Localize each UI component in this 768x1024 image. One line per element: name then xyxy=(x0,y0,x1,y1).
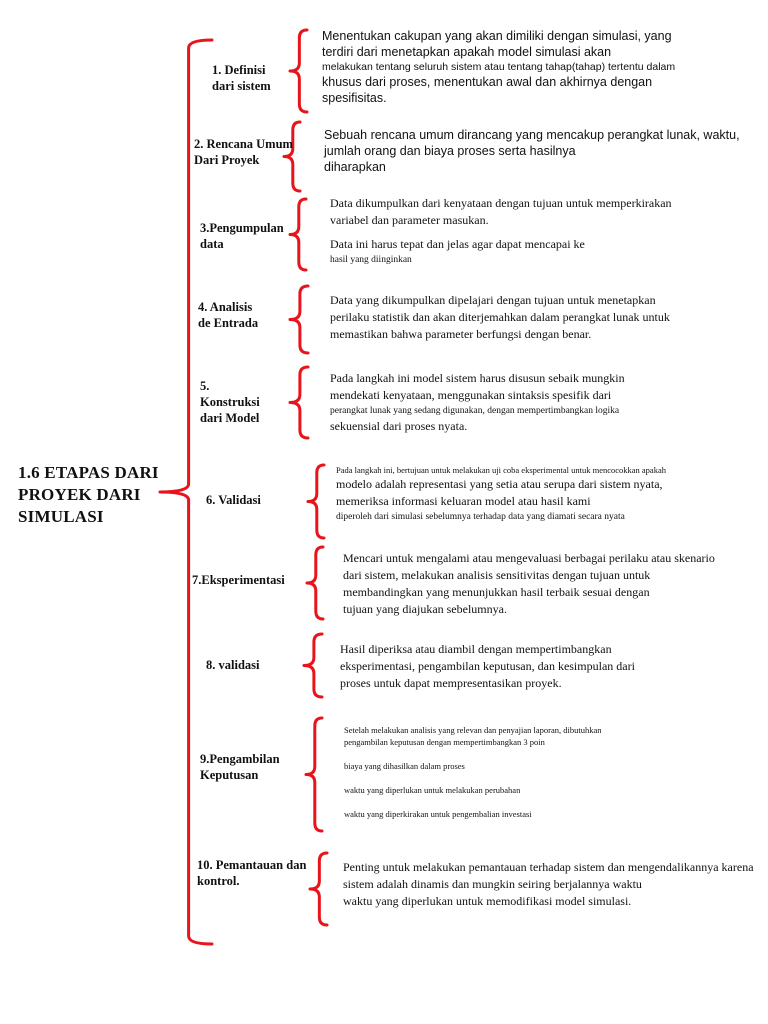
step-4-description-line: Data yang dikumpulkan dipelajari dengan tujuan untuk menetapkan xyxy=(330,293,656,307)
step-5-description-line: Pada langkah ini model sistem harus disusun sebaik mungkin xyxy=(330,371,625,385)
step-1-description-line: spesifisitas. xyxy=(322,91,387,105)
step-9-label-line: 9.Pengambilan xyxy=(200,752,280,766)
diagram-title xyxy=(18,462,168,528)
step-4-brace xyxy=(290,286,308,353)
step-3-description-line: Data dikumpulkan dari kenyataan dengan tujuan untuk memperkirakan xyxy=(330,196,672,210)
step-1-description-line: terdiri dari menetapkan apakah model simulasi akan xyxy=(322,45,612,59)
step-8-brace xyxy=(304,634,322,697)
step-1-description-line: khusus dari proses, menentukan awal dan akhirnya dengan xyxy=(322,75,653,89)
step-7-description-line: membandingkan yang menunjukkan hasil terbaik sesuai dengan xyxy=(343,585,650,599)
step-7-description-line: Mencari untuk mengalami atau mengevaluasi berbagai perilaku atau skenario xyxy=(343,551,715,565)
step-2-description-line: Sebuah rencana umum dirancang yang mencakup perangkat lunak, waktu, xyxy=(324,128,740,142)
step-9-label-line: Keputusan xyxy=(200,768,259,782)
step-3-description xyxy=(330,195,672,267)
step-1-label xyxy=(212,62,271,94)
step-3-description-line: hasil yang diinginkan xyxy=(330,255,412,265)
step-8-description-line: proses untuk dapat mempresentasikan proyek. xyxy=(340,676,562,690)
step-3-label-line: 3.Pengumpulan xyxy=(200,221,284,235)
step-9-description-line: waktu yang diperkirakan untuk pengembalian investasi xyxy=(344,809,532,819)
step-6-description-line: modelo adalah representasi yang setia atau serupa dari sistem nyata, xyxy=(336,477,663,491)
step-3-description-line: Data ini harus tepat dan jelas agar dapat mencapai ke xyxy=(330,237,585,251)
step-7-description xyxy=(343,550,715,618)
step-9-brace xyxy=(306,718,322,831)
step-8-description-line: eksperimentasi, pengambilan keputusan, dan kesimpulan dari xyxy=(340,659,635,673)
step-2-description-line: diharapkan xyxy=(324,160,386,174)
step-10-brace xyxy=(310,853,327,925)
step-5-description-line: sekuensial dari proses nyata. xyxy=(330,419,468,433)
step-3-brace xyxy=(290,199,306,270)
step-3-description-line: variabel dan parameter masukan. xyxy=(330,213,489,227)
step-9-description-line: pengambilan keputusan dengan mempertimbangkan 3 poin xyxy=(344,737,545,747)
step-1-description xyxy=(322,28,675,106)
step-9-description-line: Setelah melakukan analisis yang relevan dan penyajian laporan, dibutuhkan xyxy=(344,725,602,735)
step-10-label-line: 10. Pemantauan dan xyxy=(197,858,307,872)
step-3-label xyxy=(200,220,284,252)
step-4-label-line: 4. Analisis xyxy=(198,300,253,314)
step-7-brace xyxy=(307,547,323,619)
step-5-description-line: perangkat lunak yang sedang digunakan, dengan mempertimbangkan logika xyxy=(330,406,620,416)
step-1-description-line: Menentukan cakupan yang akan dimiliki dengan simulasi, yang xyxy=(322,29,672,43)
step-6-description-line: memeriksa informasi keluaran model atau hasil kami xyxy=(336,494,591,508)
step-8-description-line: Hasil diperiksa atau diambil dengan mempertimbangkan xyxy=(340,642,612,656)
step-7-description-line: dari sistem, melakukan analisis sensitivitas dengan tujuan untuk xyxy=(343,568,651,582)
step-9-description-line: biaya yang dihasilkan dalam proses xyxy=(344,761,465,771)
step-10-description-line: sistem adalah dinamis dan mungkin seiring berjalannya waktu xyxy=(343,877,642,891)
step-8-description xyxy=(340,641,635,692)
step-2-label xyxy=(194,136,293,168)
step-1-description-line: melakukan tentang seluruh sistem atau tentang tahap(tahap) tertentu dalam xyxy=(322,61,676,73)
step-5-brace xyxy=(290,367,308,438)
step-1-brace xyxy=(290,30,307,112)
step-5-label xyxy=(200,378,260,426)
step-6-description-line: diperoleh dari simulasi sebelumnya terhadap data yang diamati secara nyata xyxy=(336,512,625,522)
step-5-label-line: dari Model xyxy=(200,411,260,425)
step-5-description xyxy=(330,370,625,435)
step-9-description xyxy=(344,724,602,820)
step-7-label-line: 7.Eksperimentasi xyxy=(192,573,285,587)
step-2-description-line: jumlah orang dan biaya proses serta hasilnya xyxy=(324,144,576,158)
step-1-label-line: dari sistem xyxy=(212,79,271,93)
step-4-label-line: de Entrada xyxy=(198,316,259,330)
step-6-label-line: 6. Validasi xyxy=(206,493,261,507)
step-4-description xyxy=(330,292,670,343)
step-10-label-line: kontrol. xyxy=(197,874,240,888)
step-7-label xyxy=(192,572,285,588)
step-9-description-line: waktu yang diperlukan untuk melakukan perubahan xyxy=(344,785,521,795)
step-10-label xyxy=(197,857,306,889)
step-2-label-line: 2. Rencana Umum xyxy=(194,137,293,151)
step-4-label xyxy=(198,299,258,331)
step-6-brace xyxy=(308,465,324,538)
step-5-label-line: 5. xyxy=(200,379,210,393)
step-8-label-line: 8. validasi xyxy=(206,658,260,672)
step-6-description-line: Pada langkah ini, bertujuan untuk melakukan uji coba eksperimental untuk mencocokkan apakah xyxy=(336,465,666,475)
step-9-label xyxy=(200,751,280,783)
step-2-description xyxy=(324,127,740,175)
step-7-description-line: tujuan yang diajukan sebelumnya. xyxy=(343,602,507,616)
step-4-description-line: perilaku statistik dan akan diterjemahkan dalam perangkat lunak untuk xyxy=(330,310,670,324)
step-6-description xyxy=(336,464,666,524)
step-8-label xyxy=(206,657,260,673)
step-5-label-line: Konstruksi xyxy=(200,395,260,409)
step-10-description xyxy=(343,859,754,910)
step-2-label-line: Dari Proyek xyxy=(194,153,260,167)
step-3-label-line: data xyxy=(200,237,224,251)
step-10-description-line: Penting untuk melakukan pemantauan terhadap sistem dan mengendalikannya karena xyxy=(343,860,754,874)
step-5-description-line: mendekati kenyataan, menggunakan sintaksis spesifik dari xyxy=(330,388,612,402)
step-10-description-line: waktu yang diperlukan untuk memodifikasi model simulasi. xyxy=(343,894,632,908)
step-6-label xyxy=(206,492,261,508)
diagram-title-text: 1.6 ETAPAS DARI PROYEK DARI SIMULASI xyxy=(18,463,159,526)
step-1-label-line: 1. Definisi xyxy=(212,63,266,77)
step-4-description-line: memastikan bahwa parameter berfungsi dengan benar. xyxy=(330,327,592,341)
